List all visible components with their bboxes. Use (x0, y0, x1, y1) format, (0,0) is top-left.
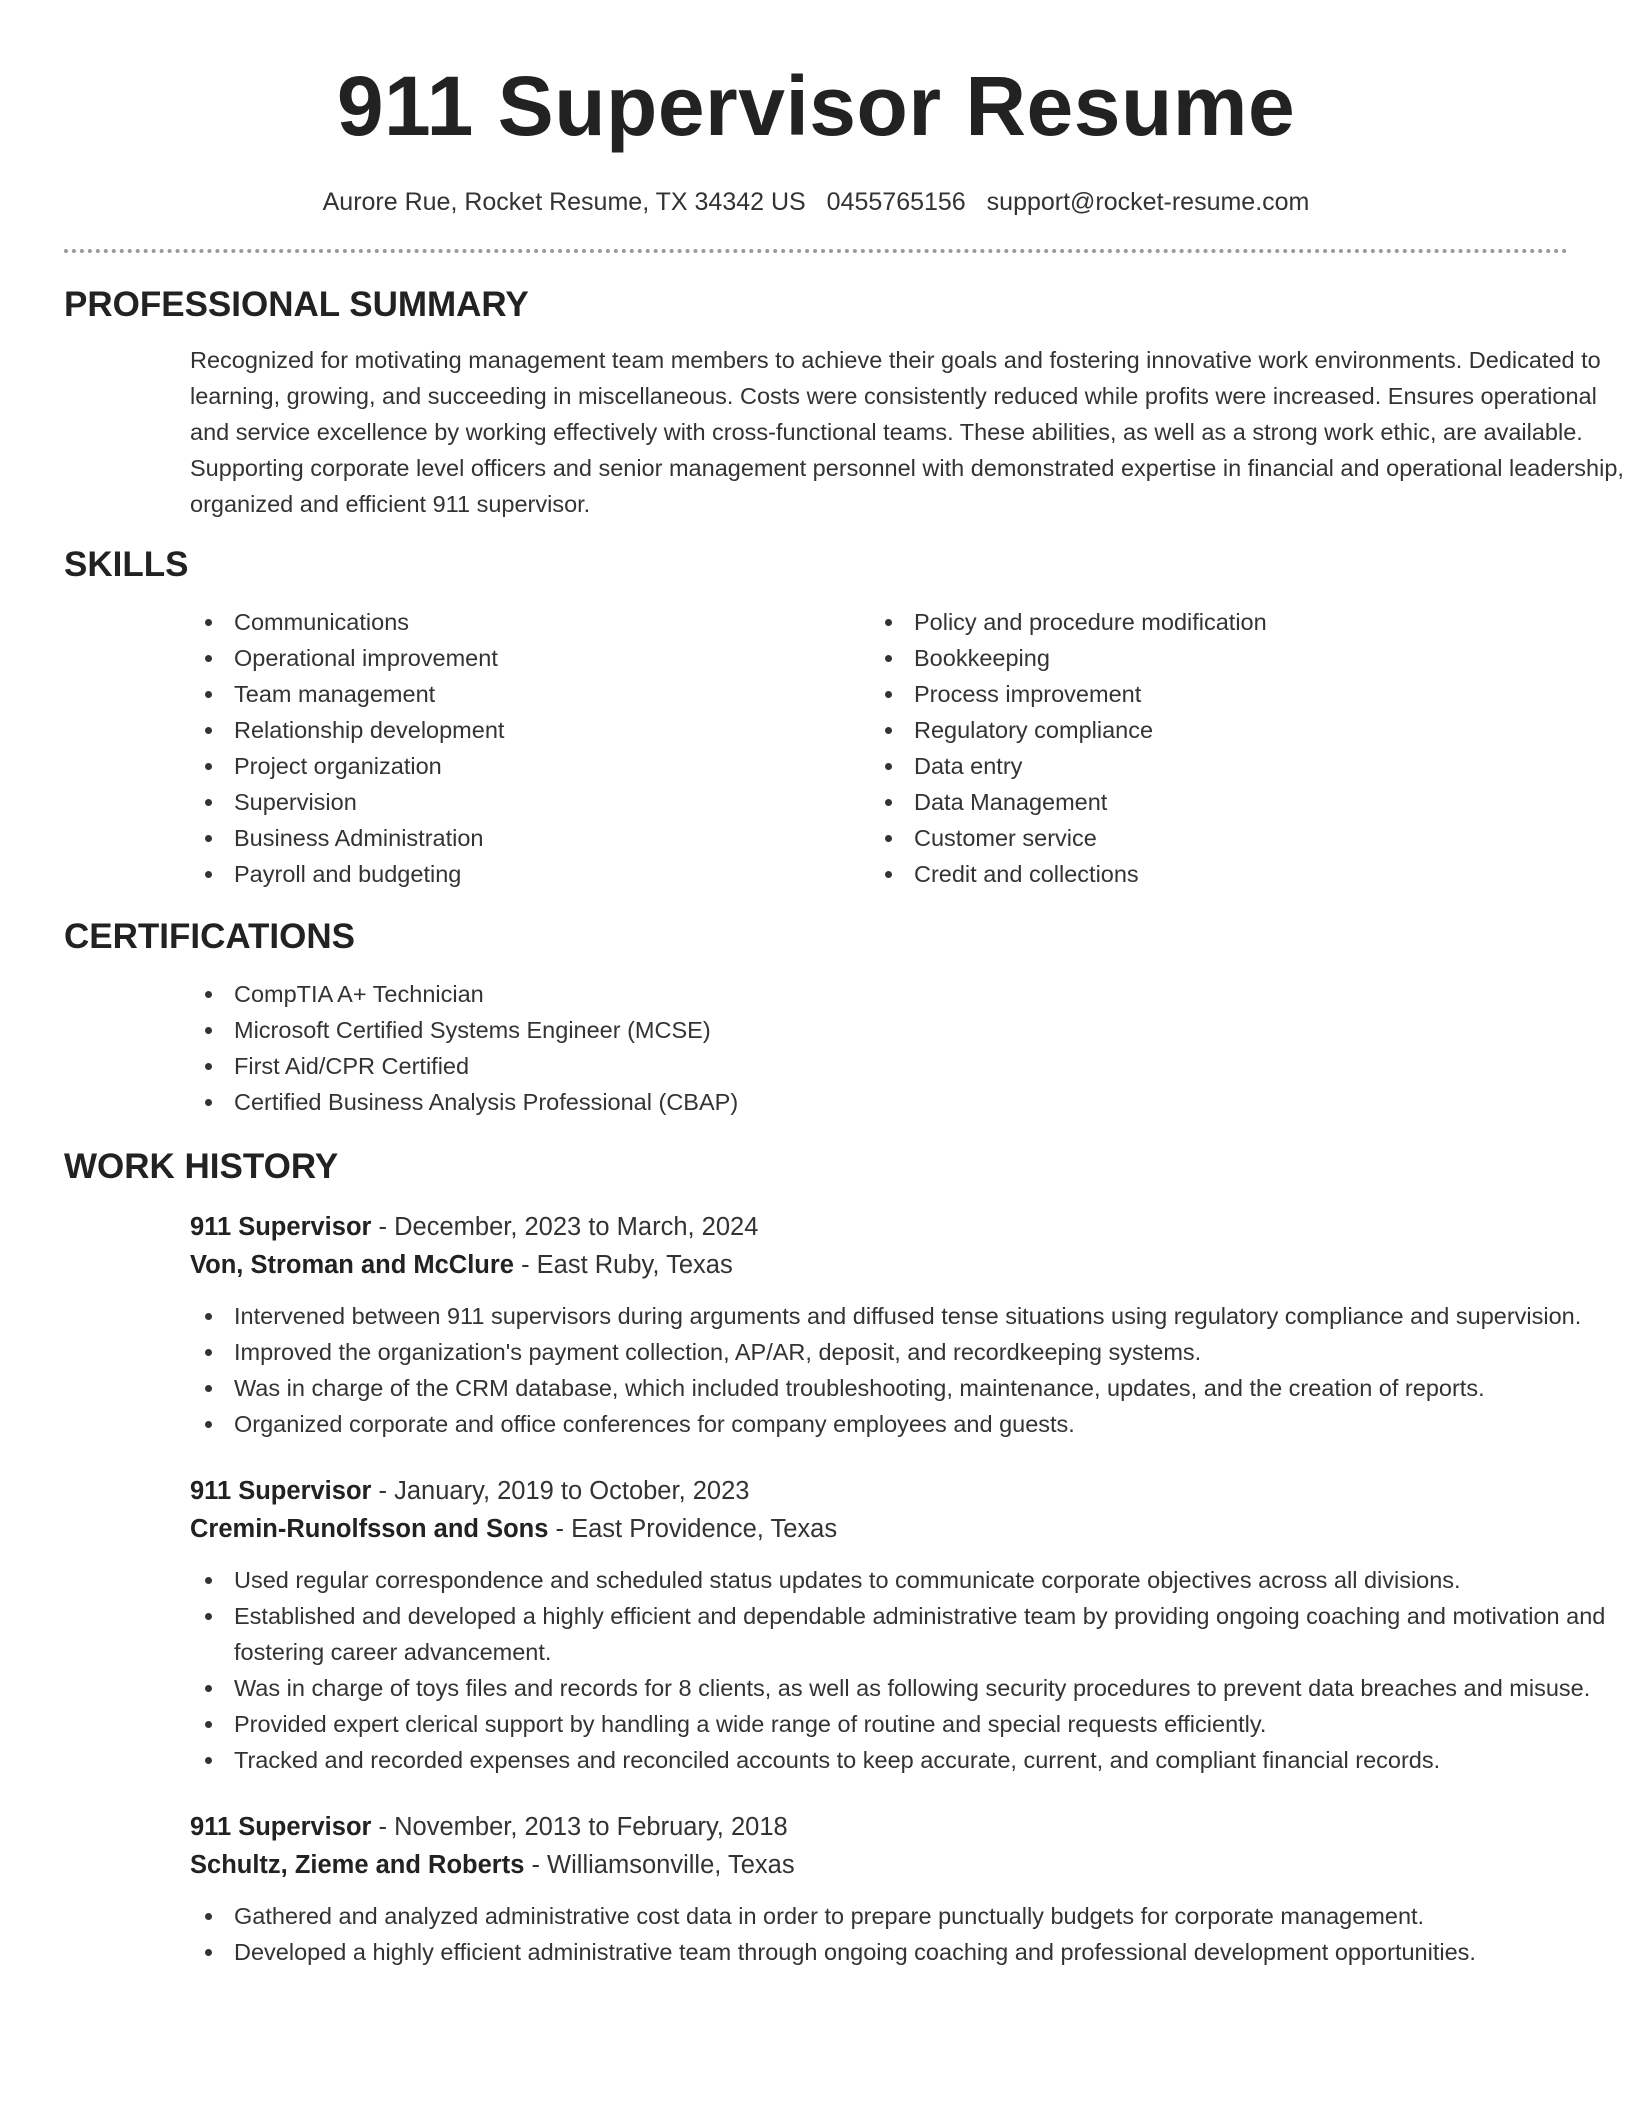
list-item: Customer service (870, 820, 1550, 856)
job-dates: - December, 2023 to March, 2024 (371, 1213, 759, 1241)
work-history-heading: WORK HISTORY (64, 1147, 339, 1186)
job-bullets (190, 1298, 1630, 1442)
job-entry (190, 1808, 1568, 1970)
job-title: 911 Supervisor (190, 1813, 372, 1841)
skills-right-column (870, 604, 1550, 892)
list-item: Relationship development (190, 712, 870, 748)
job-company: Schultz, Zieme and Roberts (190, 1851, 525, 1879)
job-location: - East Providence, Texas (548, 1515, 838, 1543)
list-item: Team management (190, 676, 870, 712)
job-entry (190, 1208, 1582, 1442)
job-title-line (190, 1208, 1568, 1246)
list-item: Was in charge of toys files and records for 8 clients, as well as following security procedures to prevent data breaches and misuse. (190, 1670, 1630, 1706)
job-company-line (190, 1846, 1568, 1884)
job-title-line (190, 1808, 1568, 1846)
summary-text: Recognized for motivating management team members to achieve their goals and fostering innovative work environments. Dedicated to learning, growing, and succeeding in miscellaneous. Costs were consistently reduced while profits were increased. Ensures operational and service excellence by working effectively with cross-functional teams. These abilities, as well as a strong work ethic, are available. Supporting corporate level officers and senior management personnel with demonstrated expertise in financial and operational leadership, organized and efficient 911 supervisor. (190, 347, 1624, 517)
list-item: Provided expert clerical support by handling a wide range of routine and special requests efficiently. (190, 1706, 1630, 1742)
list-item: CompTIA A+ Technician (190, 976, 1568, 1012)
job-location: - East Ruby, Texas (513, 1251, 733, 1279)
list-item: Process improvement (870, 676, 1550, 712)
list-item: Gathered and analyzed administrative cost data in order to prepare punctually budgets for corporate management. (190, 1898, 1630, 1934)
job-entry (190, 1472, 1606, 1778)
list-item: Payroll and budgeting (190, 856, 870, 892)
list-item: First Aid/CPR Certified (190, 1048, 1568, 1084)
job-title: 911 Supervisor (190, 1477, 372, 1505)
list-item: Organized corporate and office conferences for company employees and guests. (190, 1406, 1630, 1442)
job-bullets (190, 1898, 1630, 1970)
contact-email: support@rocket-resume.com (986, 188, 1310, 216)
list-item: Intervened between 911 supervisors during arguments and diffused tense situations using regulatory compliance and supervision. (190, 1298, 1630, 1334)
job-location: - Williamsonville, Texas (524, 1851, 795, 1879)
list-item: Policy and procedure modification (870, 604, 1550, 640)
certifications-heading: CERTIFICATIONS (64, 917, 356, 956)
job-company: Von, Stroman and McClure (190, 1251, 514, 1279)
page-title: 911 Supervisor Resume (336, 59, 1296, 153)
list-item: Used regular correspondence and scheduled status updates to communicate corporate objectives across all divisions. (190, 1562, 1630, 1598)
list-item: Microsoft Certified Systems Engineer (MCSE) (190, 1012, 1568, 1048)
list-item: Regulatory compliance (870, 712, 1550, 748)
list-item: Communications (190, 604, 870, 640)
job-bullets (190, 1562, 1630, 1778)
contact-phone: 0455765156 (826, 188, 966, 216)
skills-heading: SKILLS (64, 545, 189, 584)
list-item: Supervision (190, 784, 870, 820)
contact-line (64, 185, 1568, 219)
list-item: Business Administration (190, 820, 870, 856)
header-divider (64, 249, 1568, 253)
list-item: Tracked and recorded expenses and reconciled accounts to keep accurate, current, and compliant financial records. (190, 1742, 1630, 1778)
job-company: Cremin-Runolfsson and Sons (190, 1515, 549, 1543)
skills-left-column (190, 604, 870, 892)
list-item: Improved the organization's payment collection, AP/AR, deposit, and recordkeeping systems. (190, 1334, 1630, 1370)
job-company-line (190, 1510, 1568, 1548)
list-item: Developed a highly efficient administrative team through ongoing coaching and professional development opportunities. (190, 1934, 1630, 1970)
list-item: Credit and collections (870, 856, 1550, 892)
contact-address: Aurore Rue, Rocket Resume, TX 34342 US (322, 188, 806, 216)
skills-list (190, 604, 1568, 892)
job-dates: - November, 2013 to February, 2018 (371, 1813, 788, 1841)
list-item: Established and developed a highly efficient and dependable administrative team by providing ongoing coaching and motivation and fostering career advancement. (190, 1598, 1630, 1670)
job-title: 911 Supervisor (190, 1213, 372, 1241)
job-company-line (190, 1246, 1568, 1284)
summary-heading: PROFESSIONAL SUMMARY (64, 285, 529, 324)
list-item: Was in charge of the CRM database, which included troubleshooting, maintenance, updates, and the creation of reports. (190, 1370, 1630, 1406)
job-dates: - January, 2019 to October, 2023 (371, 1477, 750, 1505)
certifications-list (190, 976, 1568, 1120)
list-item: Operational improvement (190, 640, 870, 676)
list-item: Certified Business Analysis Professional (CBAP) (190, 1084, 1568, 1120)
job-title-line (190, 1472, 1568, 1510)
list-item: Data entry (870, 748, 1550, 784)
list-item: Project organization (190, 748, 870, 784)
list-item: Bookkeeping (870, 640, 1550, 676)
list-item: Data Management (870, 784, 1550, 820)
